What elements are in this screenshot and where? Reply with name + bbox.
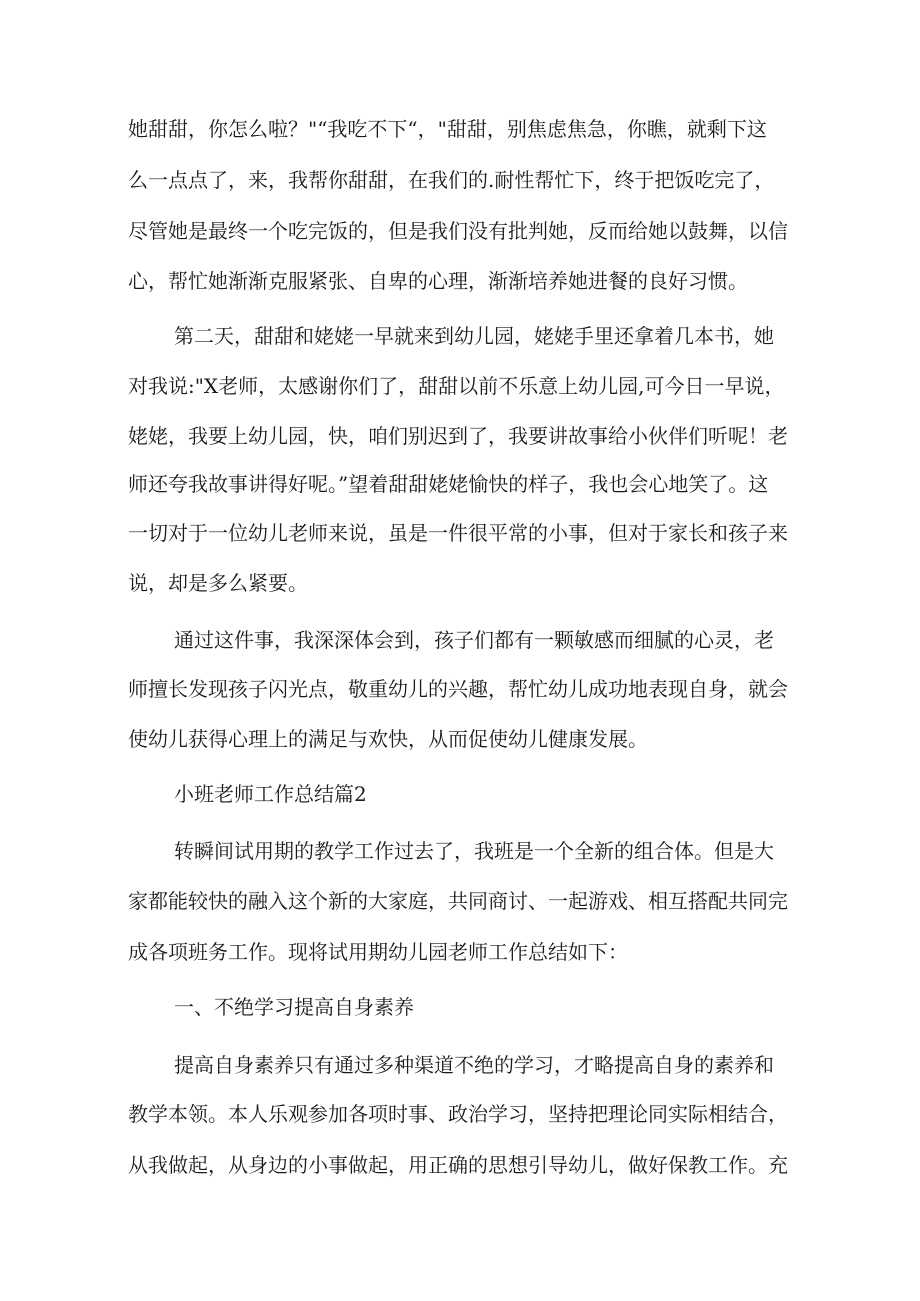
paragraph-first-line: 转瞬间试用期的教学工作过去了，我班是一个全新的组合体。但是大 [174, 839, 774, 863]
body-text-line: 姥姥，我要上幼儿园，快，咱们别迟到了，我要讲故事给小伙伴们听呢！老 [128, 424, 788, 448]
body-text-line: 对我说:"X老师，太感谢你们了，甜甜以前不乐意上幼儿园,可今日一早说， [128, 374, 785, 398]
section-heading: 小班老师工作总结篇2 [174, 782, 367, 806]
body-text-line: 师还夸我故事讲得好呢。”望着甜甜姥姥愉快的样子，我也会心地笑了。这 [128, 472, 769, 496]
body-text-line: 成各项班务工作。现将试用期幼儿园老师工作总结如下： [128, 940, 628, 964]
body-text-line: 教学本领。本人乐观参加各项时事、政治学习，坚持把理论同实际相结合， [128, 1102, 788, 1126]
body-text-line: 尽管她是最终一个吃完饭的，但是我们没有批判她，反而给她以鼓舞，以信 [128, 219, 788, 243]
body-text-line: 心，帮忙她渐渐克服紧张、自卑的心理，渐渐培养她进餐的良好习惯。 [128, 269, 748, 293]
body-text-line: 从我做起，从身边的小事做起，用正确的思想引导幼儿，做好保教工作。充 [128, 1153, 788, 1177]
body-text-line: 一切对于一位幼儿老师来说，虽是一件很平常的小事，但对于家长和孩子来 [128, 521, 788, 545]
body-text-line: 说，却是多么紧要。 [128, 571, 308, 595]
body-text-line: 使幼儿获得心理上的满足与欢快，从而促使幼儿健康发展。 [128, 727, 648, 751]
body-text-line: 她甜甜，你怎么啦？"“我吃不下“，"甜甜，别焦虑焦急，你瞧，就剩下这 [128, 117, 767, 141]
body-text-line: 师擅长发现孩子闪光点，敬重幼儿的兴趣，帮忙幼儿成功地表现自身，就会 [128, 677, 788, 701]
paragraph-first-line: 通过这件事，我深深体会到，孩子们都有一颗敏感而细腻的心灵，老 [174, 628, 774, 652]
body-text-line: 么一点点了，来，我帮你甜甜，在我们的.耐性帮忙下，终于把饭吃完了， [128, 168, 775, 192]
body-text-line: 家都能较快的融入这个新的大家庭，共同商讨、一起游戏、相互搭配共同完 [128, 889, 788, 913]
paragraph-first-line: 第二天，甜甜和姥姥一早就来到幼儿园，姥姥手里还拿着几本书，她 [174, 324, 774, 348]
paragraph-first-line: 提高自身素养只有通过多种渠道不绝的学习，才略提高自身的素养和 [174, 1053, 774, 1077]
subsection-heading: 一、不绝学习提高自身素养 [174, 995, 414, 1019]
